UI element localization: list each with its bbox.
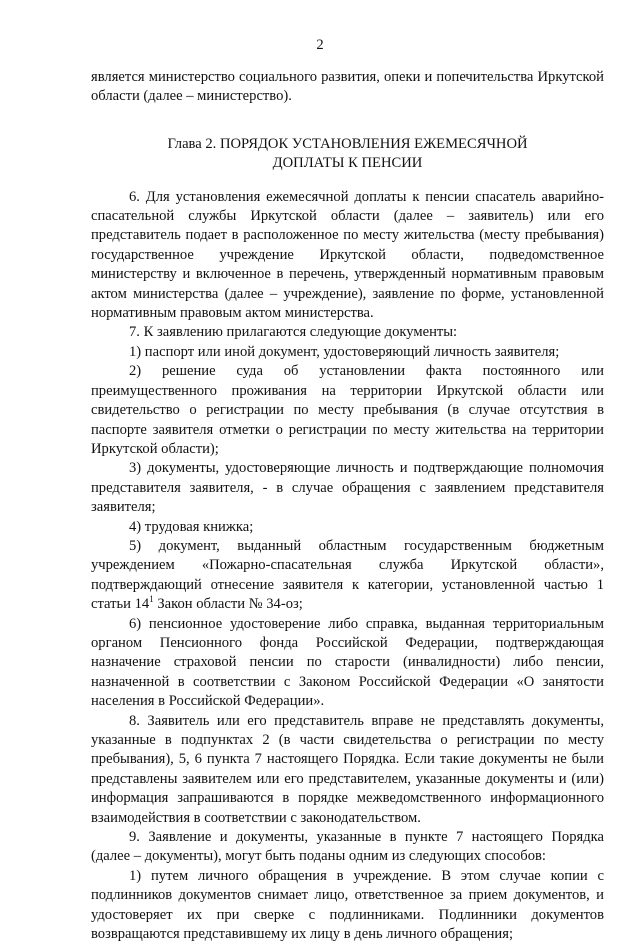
chapter-title-line-1: Глава 2. ПОРЯДОК УСТАНОВЛЕНИЯ ЕЖЕМЕСЯЧНОЙ <box>167 135 528 152</box>
paragraph-7-item-5 <box>91 537 604 615</box>
paragraph-7: 7. К заявлению прилагаются следующие документы: <box>129 324 458 341</box>
page-number: 2 <box>316 37 324 53</box>
intro-paragraph: является министерство социального развития, опеки и попечительства Иркутской области (далее – министерство). <box>91 69 604 105</box>
paragraph-6: 6. Для установления ежемесячной доплаты к пенсии спасатель аварийно-спасательной службы Иркутской области (далее – заявитель) или его представитель подает в расположенное по месту жительства (месту пребывания) государственное учреждение Иркутской области, подведомственное министерству и включенное в перечень, утвержденный нормативным правовым актом министерства (далее – учреждение), заявление по форме, установленной нормативным правовым актом министерства. <box>91 188 604 322</box>
paragraph-7-item-4: 4) трудовая книжка; <box>129 518 254 535</box>
paragraph-7-item-6: 6) пенсионное удостоверение либо справка, выданная территориальным органом Пенсионного фонда Российской Федерации, подтверждающая назначение страховой пенсии по старости (инвалидности) либо пенсии, назначенной в соответствии с Законом Российской Федерации «О занятости населения в Российской Федерации». <box>91 615 604 710</box>
superscript: 1 <box>149 594 154 605</box>
paragraph-7-item-1: 1) паспорт или иной документ, удостоверяющий личность заявителя; <box>129 343 560 360</box>
paragraph-9-item-1: 1) путем личного обращения в учреждение. В этом случае копии с подлинников документов снимает лицо, ответственное за прием документов, и удостоверяет их при сверке с подлинниками. Подлинники документов возвращаются представившему их лицу в день личного обращения; <box>91 867 604 943</box>
paragraph-7-item-3: 3) документы, удостоверяющие личность и подтверждающие полномочия представителя заявителя, - в случае обращения с заявлением представителя заявителя; <box>91 460 604 516</box>
paragraph-9: 9. Заявление и документы, указанные в пункте 7 настоящего Порядка (далее – документы), могут быть поданы одним из следующих способов: <box>91 829 604 865</box>
paragraph-7-item-5-text-end: Закон области № 34-оз; <box>153 596 303 613</box>
paragraph-7-item-2: 2) решение суда об установлении факта постоянного или преимущественного проживания на территории Иркутской области или свидетельство о регистрации по месту пребывания (в случае отсутствия в паспорте заявителя отметки о регистрации по месту жительства на территории Иркутской области); <box>91 363 604 457</box>
paragraph-8: 8. Заявитель или его представитель вправе не представлять документы, указанные в подпунктах 2 (в части свидетельства о регистрации по месту пребывания), 5, 6 пункта 7 настоящего Порядка. Если такие документы не были представлены заявителем или его представителем, указанные документы и (или) информация запрашиваются в порядке межведомственного информационного взаимодействия в соответствии с законодательством. <box>91 712 604 826</box>
chapter-title-line-2: ДОПЛАТЫ К ПЕНСИИ <box>272 155 423 172</box>
document-body <box>91 68 604 944</box>
paragraph-7-item-5-text: 5) документ, выданный областным государственным бюджетным учреждением «Пожарно-спасательная служба Иркутской области», подтверждающий отнесение заявителя к категории, установленной частью 1 статьи 14 <box>91 537 604 613</box>
